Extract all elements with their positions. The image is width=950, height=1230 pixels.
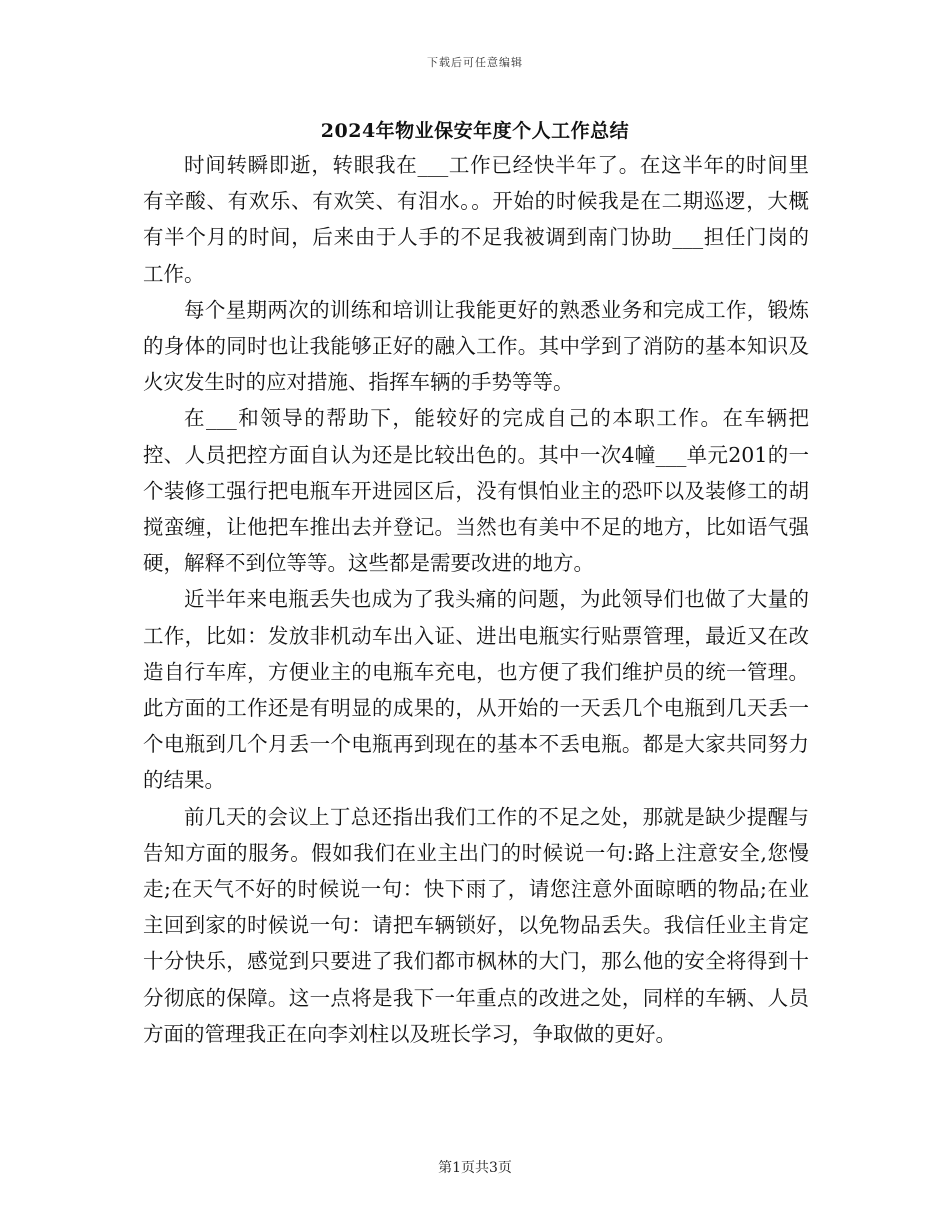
document-title: 2024年物业保安年度个人工作总结 [320, 120, 630, 142]
document-body [143, 147, 809, 1052]
paragraph: 每个星期两次的训练和培训让我能更好的熟悉业务和完成工作，锻炼的身体的同时也让我能够正好的融入工作。其中学到了消防的基本知识及火灾发生时的应对措施、指挥车辆的手势等等。 [143, 297, 809, 395]
paragraph: 前几天的会议上丁总还指出我们工作的不足之处，那就是缺少提醒与告知方面的服务。假如我们在业主出门的时候说一句:路上注意安全,您慢走;在天气不好的时候说一句：快下雨了，请您注意外面晾晒的物品;在业主回到家的时候说一句：请把车辆锁好，以免物品丢失。我信任业主肯定十分快乐，感觉到只要进了我们都市枫林的大门，那么他的安全将得到十分彻底的保障。这一点将是我下一年重点的改进之处，同样的车辆、人员方面的管理我正在向李刘柱以及班长学习，争取做的更好。 [143, 804, 809, 1046]
page-number-footer: 第1页共3页 [438, 1160, 512, 1176]
paragraph: 时间转瞬即逝，转眼我在___工作已经快半年了。在这半年的时间里有辛酸、有欢乐、有欢笑、有泪水。。开始的时候我是在二期巡逻，大概有半个月的时间，后来由于人手的不足我被调到南门协助___担任门岗的工作。 [143, 153, 809, 286]
header-note: 下载后可任意编辑 [427, 56, 523, 69]
paragraph: 近半年来电瓶丢失也成为了我头痛的问题，为此领导们也做了大量的工作，比如：发放非机动车出入证、进出电瓶实行贴票管理，最近又在改造自行车库，方便业主的电瓶车充电，也方便了我们维护员的统一管理。此方面的工作还是有明显的成果的，从开始的一天丢几个电瓶到几天丢一个电瓶到几个月丢一个电瓶再到现在的基本不丢电瓶。都是大家共同努力的结果。 [143, 587, 809, 793]
paragraph: 在___和领导的帮助下，能较好的完成自己的本职工作。在车辆把控、人员把控方面自认为还是比较出色的。其中一次4幢___单元201的一个装修工强行把电瓶车开进园区后，没有惧怕业主的恐吓以及装修工的胡搅蛮缠，让他把车推出去并登记。当然也有美中不足的地方，比如语气强硬，解释不到位等等。这些都是需要改进的地方。 [143, 406, 809, 576]
